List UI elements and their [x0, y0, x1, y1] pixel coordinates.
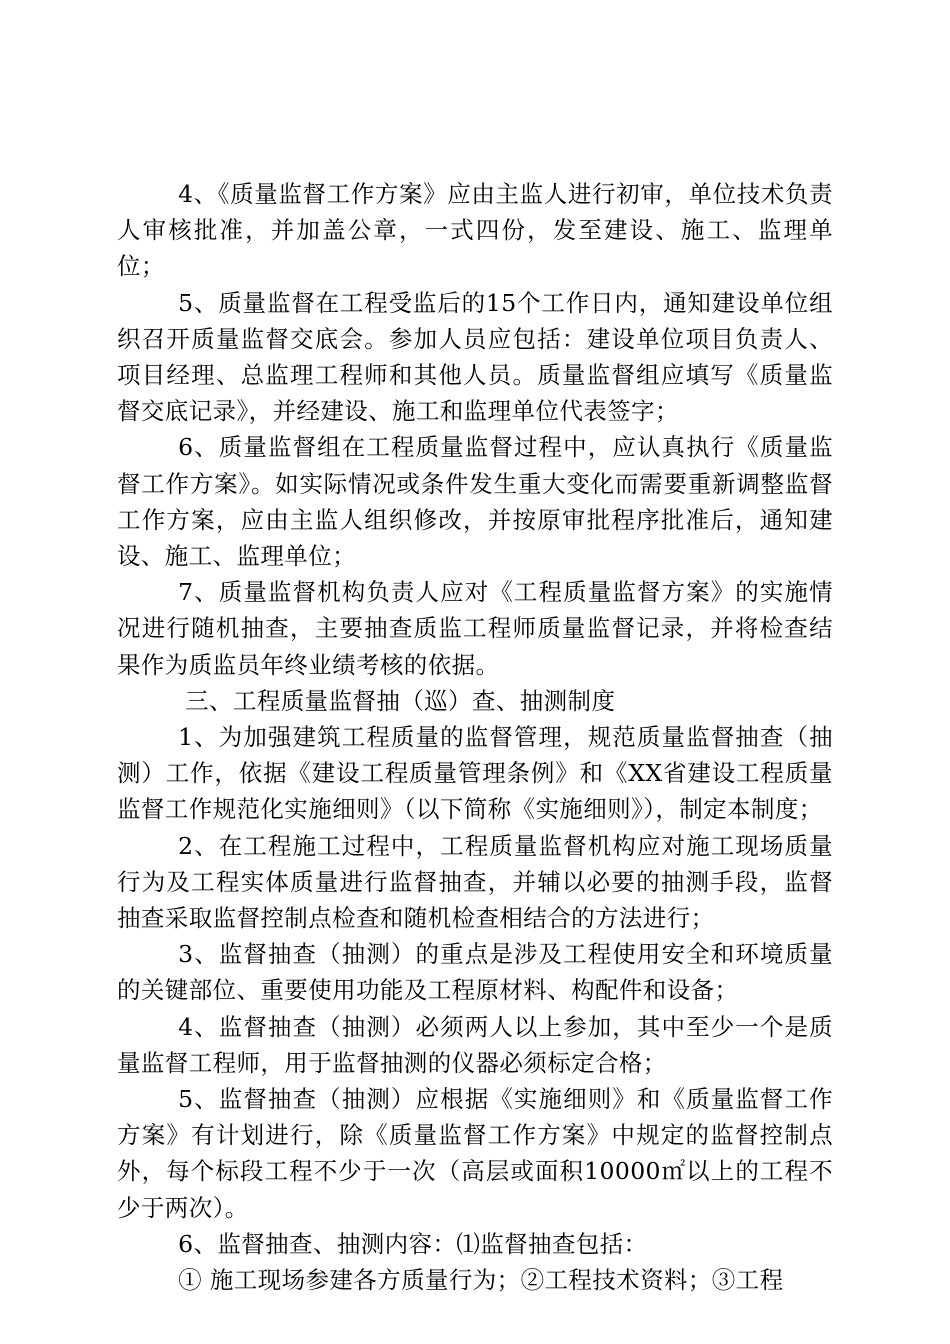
paragraph-rule-6: 6、监督抽查、抽测内容：⑴监督抽查包括： — [178, 1229, 648, 1258]
paragraph-item-4: 4、《质量监督工作方案》应由主监人进行初审，单位技术负责人审核批准，并加盖公章，一式四份，发至建设、施工、监理单位； — [117, 180, 833, 281]
paragraph-rule-2: 2、在工程施工过程中，工程质量监督机构应对施工现场质量行为及工程实体质量进行监督抽查，并辅以必要的抽测手段，监督抽查采取监督控制点检查和随机检查相结合的方法进行； — [117, 831, 833, 933]
paragraph-rule-6-list: ① 施工现场参建各方质量行为；②工程技术资料；③工程 — [178, 1266, 784, 1295]
paragraph-item-5: 5、质量监督在工程受监后的15个工作日内，通知建设单位组织召开质量监督交底会。参加人员应包括：建设单位项目负责人、项目经理、总监理工程师和其他人员。质量监督组应填写《质量监督交底记录》，并经建设、施工和监理单位代表签字； — [117, 288, 833, 426]
section-heading: 三、工程质量监督抽（巡）查、抽测制度 — [185, 686, 616, 715]
paragraph-rule-1: 1、为加强建筑工程质量的监督管理，规范质量监督抽查（抽测）工作，依据《建设工程质量管理条例》和《XX省建设工程质量监督工作规范化实施细则》（以下简称《实施细则》），制定本制度； — [117, 723, 833, 824]
paragraph-item-7: 7、质量监督机构负责人应对《工程质量监督方案》的实施情况进行随机抽查，主要抽查质监工程师质量监督记录，并将检查结果作为质监员年终业绩考核的依据。 — [117, 578, 833, 679]
paragraph-item-6: 6、质量监督组在工程质量监督过程中，应认真执行《质量监督工作方案》。如实际情况或条件发生重大变化而需要重新调整监督工作方案，应由主监人组织修改，并按原审批程序批准后，通知建设、施工、监理单位； — [117, 433, 833, 571]
paragraph-rule-5: 5、监督抽查（抽测）应根据《实施细则》和《质量监督工作方案》有计划进行，除《质量监督工作方案》中规定的监督控制点外，每个标段工程不少于一次（高层或面积10000㎡以上的工程不少于两次）。 — [117, 1085, 833, 1222]
document-page — [117, 176, 833, 1298]
paragraph-rule-3: 3、监督抽查（抽测）的重点是涉及工程使用安全和环境质量的关键部位、重要使用功能及工程原材料、构配件和设备； — [117, 940, 833, 1005]
paragraph-rule-4: 4、监督抽查（抽测）必须两人以上参加，其中至少一个是质量监督工程师，用于监督抽测的仪器必须标定合格； — [117, 1012, 833, 1077]
